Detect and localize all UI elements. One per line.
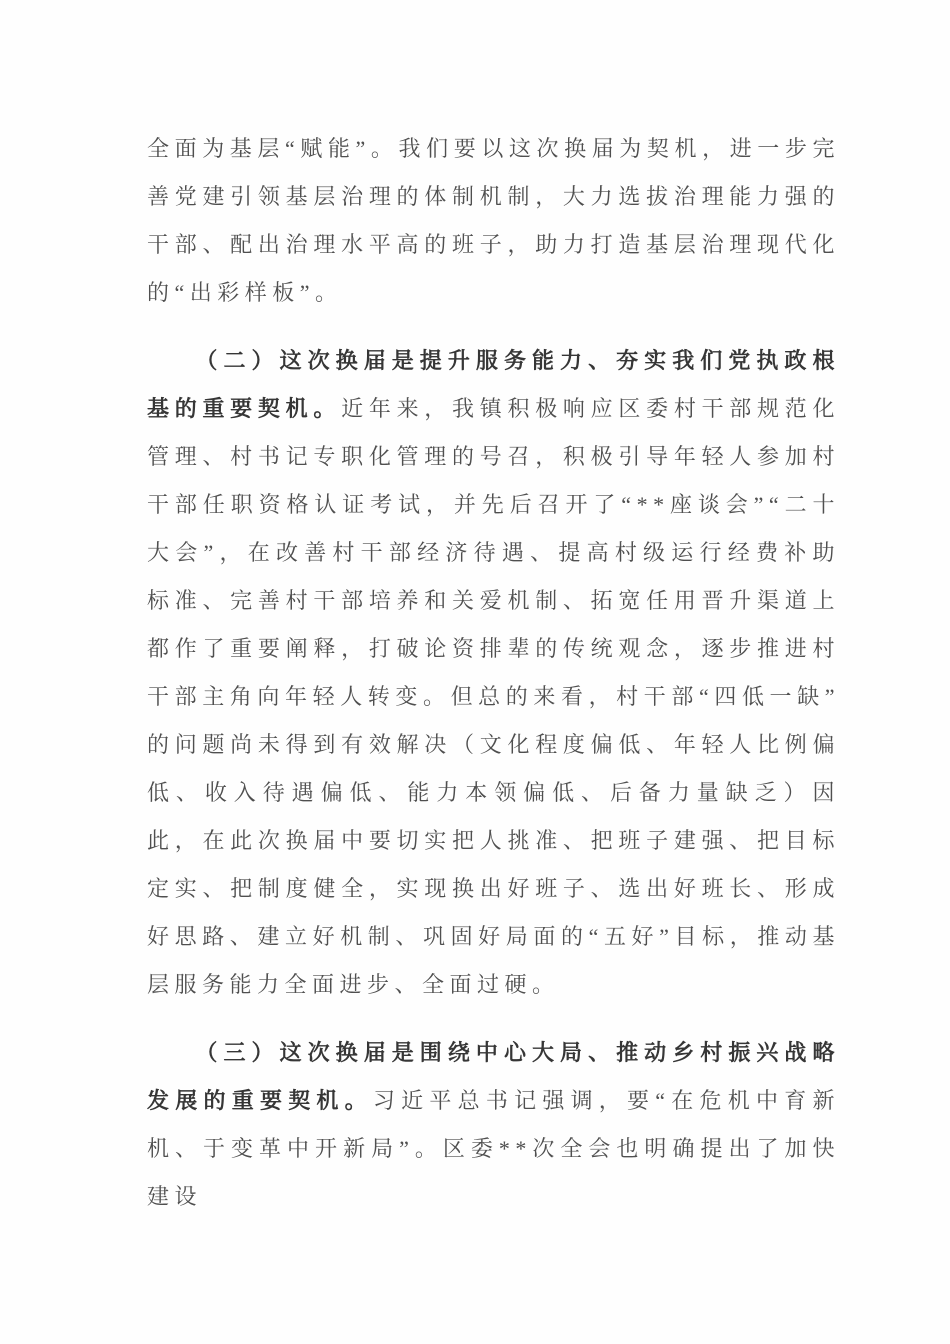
- paragraph-lead: （三）这次换届是围绕中心大局、推动乡村振兴战略发展的重要契机。: [147, 1040, 840, 1113]
- paragraph-body: 全面为基层“赋能”。我们要以这次换届为契机，进一步完善党建引领基层治理的体制机制，大力选拔治理能力强的干部、配出治理水平高的班子，助力打造基层治理现代化的“出彩样板”。: [147, 136, 840, 305]
- paragraph-body: 习近平总书记强调，要“在危机中育新机、于变革中开新局”。区委**次全会也明确提出了加快建设: [147, 1088, 840, 1209]
- paragraph-lead: （二）这次换届是提升服务能力、夯实我们党执政根基的重要契机。: [147, 348, 840, 421]
- paragraph: [147, 337, 840, 1009]
- paragraph: [147, 1029, 840, 1221]
- paragraph-body: 近年来，我镇积极响应区委村干部规范化管理、村书记专职化管理的号召，积极引导年轻人参加村干部任职资格认证考试，并先后召开了“**座谈会”“二十大会”，在改善村干部经济待遇、提高村级运行经费补助标准、完善村干部培养和关爱机制、拓宽任用晋升渠道上都作了重要阐释，打破论资排辈的传统观念，逐步推进村干部主角向年轻人转变。但总的来看，村干部“四低一缺”的问题尚未得到有效解决（文化程度偏低、年轻人比例偏低、收入待遇偏低、能力本领偏低、后备力量缺乏）因此，在此次换届中要切实把人挑准、把班子建强、把目标定实、把制度健全，实现换出好班子、选出好班长、形成好思路、建立好机制、巩固好局面的“五好”目标，推动基层服务能力全面进步、全面过硬。: [147, 396, 840, 997]
- paragraph: [147, 125, 840, 317]
